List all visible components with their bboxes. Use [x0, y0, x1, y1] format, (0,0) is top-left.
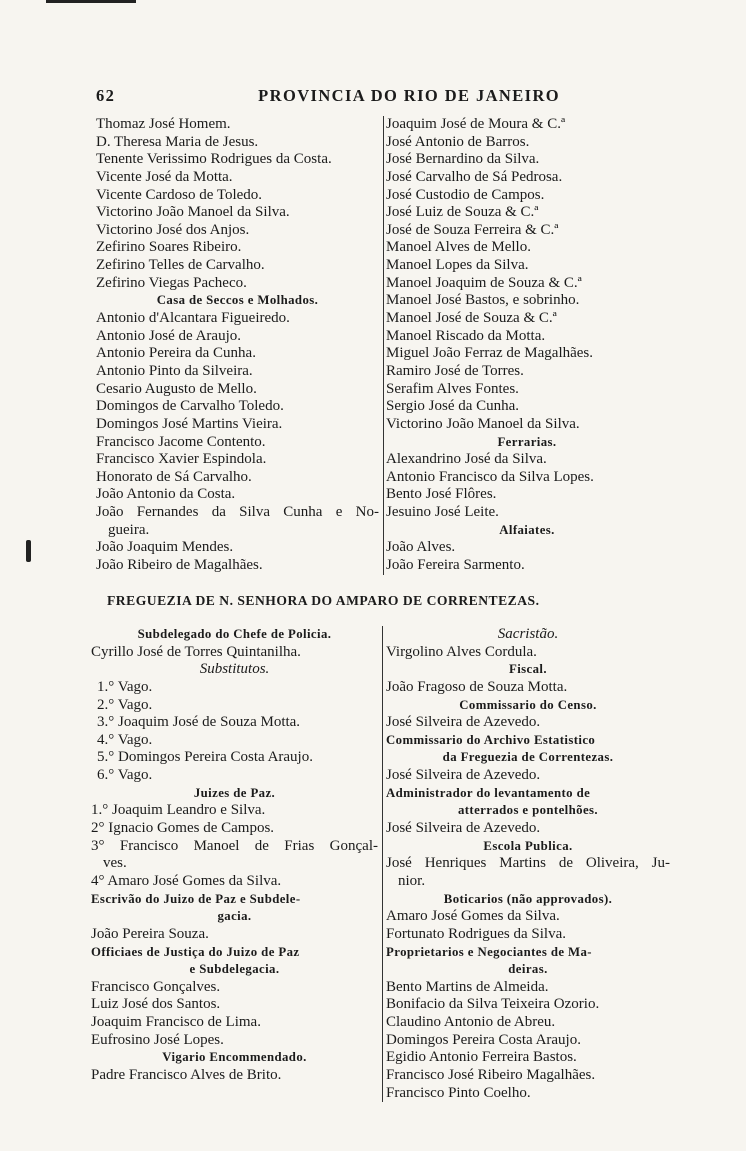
- entry-continuation: gueira.: [108, 521, 150, 538]
- entry-line: Claudino Antonio de Abreu.: [386, 1014, 556, 1031]
- entry-line: Joaquim José de Moura & C.ª: [386, 116, 566, 132]
- section-heading: Ferrarias.: [497, 434, 557, 449]
- entry-line: Antonio Francisco da Silva Lopes.: [386, 468, 594, 485]
- parish-heading: FREGUEZIA DE N. SENHORA DO AMPARO DE CORRENTEZAS.: [107, 593, 540, 608]
- section-subheading: Substitutos.: [199, 661, 270, 678]
- entry-line: 4° Amaro José Gomes da Silva.: [91, 872, 282, 889]
- entry-line: José Carvalho de Sá Pedrosa.: [386, 168, 563, 185]
- entry-line: Manoel Lopes da Silva.: [386, 257, 529, 274]
- entry-line: Cyrillo José de Torres Quintanilha.: [91, 643, 301, 660]
- section-heading: atterrados e pontelhões.: [457, 803, 599, 818]
- entry-line: 3° Francisco Manoel de Frias Gonçal-: [91, 837, 378, 854]
- entry-line: Victorino João Manoel da Silva.: [96, 204, 290, 221]
- entry-line: Manoel José de Souza & C.ª: [386, 310, 557, 327]
- entry-line: Padre Francisco Alves de Brito.: [91, 1067, 282, 1084]
- section-heading: Fiscal.: [509, 662, 547, 677]
- section-subheading: Sacristão.: [497, 626, 559, 642]
- entry-line: Honorato de Sá Carvalho.: [96, 468, 252, 485]
- bottom-left-column: [91, 626, 378, 1085]
- section-heading: Officiaes de Justiça do Juizo de Paz: [91, 944, 300, 959]
- entry-line: João Ribeiro de Magalhães.: [96, 557, 263, 574]
- entry-line: Victorino José dos Anjos.: [96, 221, 250, 238]
- entry-line: Manoel Riscado da Motta.: [386, 327, 546, 344]
- entry-line: Alexandrino José da Silva.: [386, 451, 547, 468]
- entry-line: José Silveira de Azevedo.: [386, 820, 541, 837]
- entry-line: Antonio José de Araujo.: [96, 327, 241, 344]
- section-heading: Commissario do Censo.: [459, 697, 597, 712]
- entry-line: Zefirino Telles de Carvalho.: [96, 257, 265, 274]
- section-heading: Commissario do Archivo Estatistico: [386, 732, 596, 747]
- section-heading: Escola Publica.: [483, 838, 573, 853]
- entry-line: Tenente Verissimo Rodrigues da Costa.: [96, 151, 332, 168]
- section-heading: da Freguezia de Correntezas.: [442, 750, 614, 765]
- section-heading: e Subdelegacia.: [189, 962, 280, 977]
- entry-line: Cesario Augusto de Mello.: [96, 380, 257, 397]
- entry-line: Manoel José Bastos, e sobrinho.: [386, 292, 580, 309]
- numbered-entry: 4.° Vago.: [97, 731, 153, 748]
- top-rule: [46, 0, 136, 3]
- entry-line: José Luiz de Souza & C.ª: [386, 204, 539, 221]
- entry-line: Virgolino Alves Cordula.: [386, 643, 537, 660]
- entry-line: Luiz José dos Santos.: [91, 996, 221, 1013]
- entry-line: João Pereira Souza.: [91, 925, 209, 942]
- entry-line: Sergio José da Cunha.: [386, 398, 520, 415]
- numbered-entry: 3.° Joaquim José de Souza Motta.: [97, 714, 301, 731]
- entry-line: João Fernandes da Silva Cunha e No-: [96, 504, 379, 521]
- entry-line: João Joaquim Mendes.: [96, 539, 234, 556]
- page-header: [96, 86, 560, 112]
- section-heading: deiras.: [508, 962, 548, 977]
- entry-line: José de Souza Ferreira & C.ª: [386, 221, 559, 238]
- section-heading: Administrador do levantamento de: [386, 785, 591, 800]
- entry-line: João Fragoso de Souza Motta.: [386, 678, 568, 695]
- page-title: PROVINCIA DO RIO DE JANEIRO: [258, 86, 560, 105]
- entry-line: Antonio Pereira da Cunha.: [96, 345, 256, 362]
- page-number: 62: [96, 86, 116, 105]
- entry-line: Bonifacio da Silva Teixeira Ozorio.: [386, 996, 600, 1013]
- entry-line: Zefirino Viegas Pacheco.: [96, 274, 247, 291]
- entry-line: José Silveira de Azevedo.: [386, 767, 541, 784]
- entry-line: Jesuino José Leite.: [386, 504, 499, 521]
- margin-mark: [26, 540, 31, 562]
- entry-line: Miguel João Ferraz de Magalhães.: [386, 345, 594, 362]
- entry-line: Francisco Pinto Coelho.: [386, 1084, 531, 1101]
- entry-line: Francisco José Ribeiro Magalhães.: [386, 1067, 596, 1084]
- entry-line: D. Theresa Maria de Jesus.: [96, 133, 259, 150]
- entry-line: Victorino João Manoel da Silva.: [386, 415, 580, 432]
- entry-line: Manoel Alves de Mello.: [386, 239, 531, 256]
- entry-line: José Antonio de Barros.: [386, 133, 530, 150]
- entry-line: José Henriques Martins de Oliveira, Ju-: [386, 855, 670, 872]
- section-heading: Casa de Seccos e Molhados.: [156, 293, 319, 308]
- entry-line: Antonio Pinto da Silveira.: [96, 362, 253, 379]
- entry-line: Egidio Antonio Ferreira Bastos.: [386, 1049, 577, 1066]
- entry-line: José Bernardino da Silva.: [386, 151, 540, 168]
- bottom-section: [91, 626, 670, 1101]
- entry-line: Vicente Cardoso de Toledo.: [96, 186, 263, 203]
- section-heading: Boticarios (não approvados).: [443, 891, 613, 906]
- numbered-entry: 2.° Vago.: [97, 696, 153, 713]
- entry-line: Ramiro José de Torres.: [386, 362, 524, 379]
- entry-line: Domingos de Carvalho Toledo.: [96, 398, 284, 415]
- entry-line: José Custodio de Campos.: [386, 186, 545, 203]
- entry-continuation: nior.: [398, 872, 426, 889]
- entry-line: Antonio d'Alcantara Figueiredo.: [96, 310, 290, 327]
- entry-line: João Alves.: [386, 539, 456, 556]
- entry-line: Amaro José Gomes da Silva.: [386, 908, 560, 925]
- entry-line: Francisco Xavier Espindola.: [96, 451, 267, 468]
- entry-line: Bento Martins de Almeida.: [386, 978, 549, 995]
- entry-line: José Silveira de Azevedo.: [386, 714, 541, 731]
- entry-line: Domingos Pereira Costa Araujo.: [386, 1031, 581, 1048]
- entry-line: João Fereira Sarmento.: [386, 557, 525, 574]
- entry-line: 2° Ignacio Gomes de Campos.: [91, 820, 275, 837]
- top-section: [96, 116, 668, 576]
- section-heading: Alfaiates.: [499, 522, 555, 537]
- entry-line: Serafim Alves Fontes.: [386, 380, 519, 397]
- entry-line: Francisco Jacome Contento.: [96, 433, 266, 450]
- entry-line: Vicente José da Motta.: [96, 168, 233, 185]
- bottom-right-column: [382, 626, 670, 1102]
- entry-line: Francisco Gonçalves.: [91, 978, 221, 995]
- entry-line: Eufrosino José Lopes.: [91, 1031, 224, 1048]
- entry-line: 1.° Joaquim Leandro e Silva.: [91, 802, 266, 819]
- section-heading: Juizes de Paz.: [193, 785, 276, 800]
- section-heading: Proprietarios e Negociantes de Ma-: [386, 944, 592, 959]
- entry-line: Bento José Flôres.: [386, 486, 497, 503]
- section-heading: Subdelegado do Chefe de Policia.: [137, 627, 332, 641]
- entry-line: Domingos José Martins Vieira.: [96, 415, 283, 432]
- numbered-entry: 6.° Vago.: [97, 767, 153, 784]
- numbered-entry: 1.° Vago.: [97, 678, 153, 695]
- entry-continuation: ves.: [103, 855, 127, 872]
- top-right-column: [383, 116, 668, 575]
- entry-line: Thomaz José Homem.: [96, 116, 231, 132]
- entry-line: Zefirino Soares Ribeiro.: [96, 239, 242, 256]
- entry-line: Joaquim Francisco de Lima.: [91, 1014, 261, 1031]
- entry-line: João Antonio da Costa.: [96, 486, 236, 503]
- section-heading: Vigario Encommendado.: [162, 1050, 307, 1065]
- entry-line: Fortunato Rodrigues da Silva.: [386, 925, 566, 942]
- numbered-entry: 5.° Domingos Pereira Costa Araujo.: [97, 749, 313, 766]
- entry-line: Manoel Joaquim de Souza & C.ª: [386, 274, 582, 291]
- section-heading: Escrivão do Juizo de Paz e Subdele-: [91, 891, 301, 906]
- section-heading: gacia.: [217, 909, 252, 924]
- top-left-column: [96, 116, 379, 575]
